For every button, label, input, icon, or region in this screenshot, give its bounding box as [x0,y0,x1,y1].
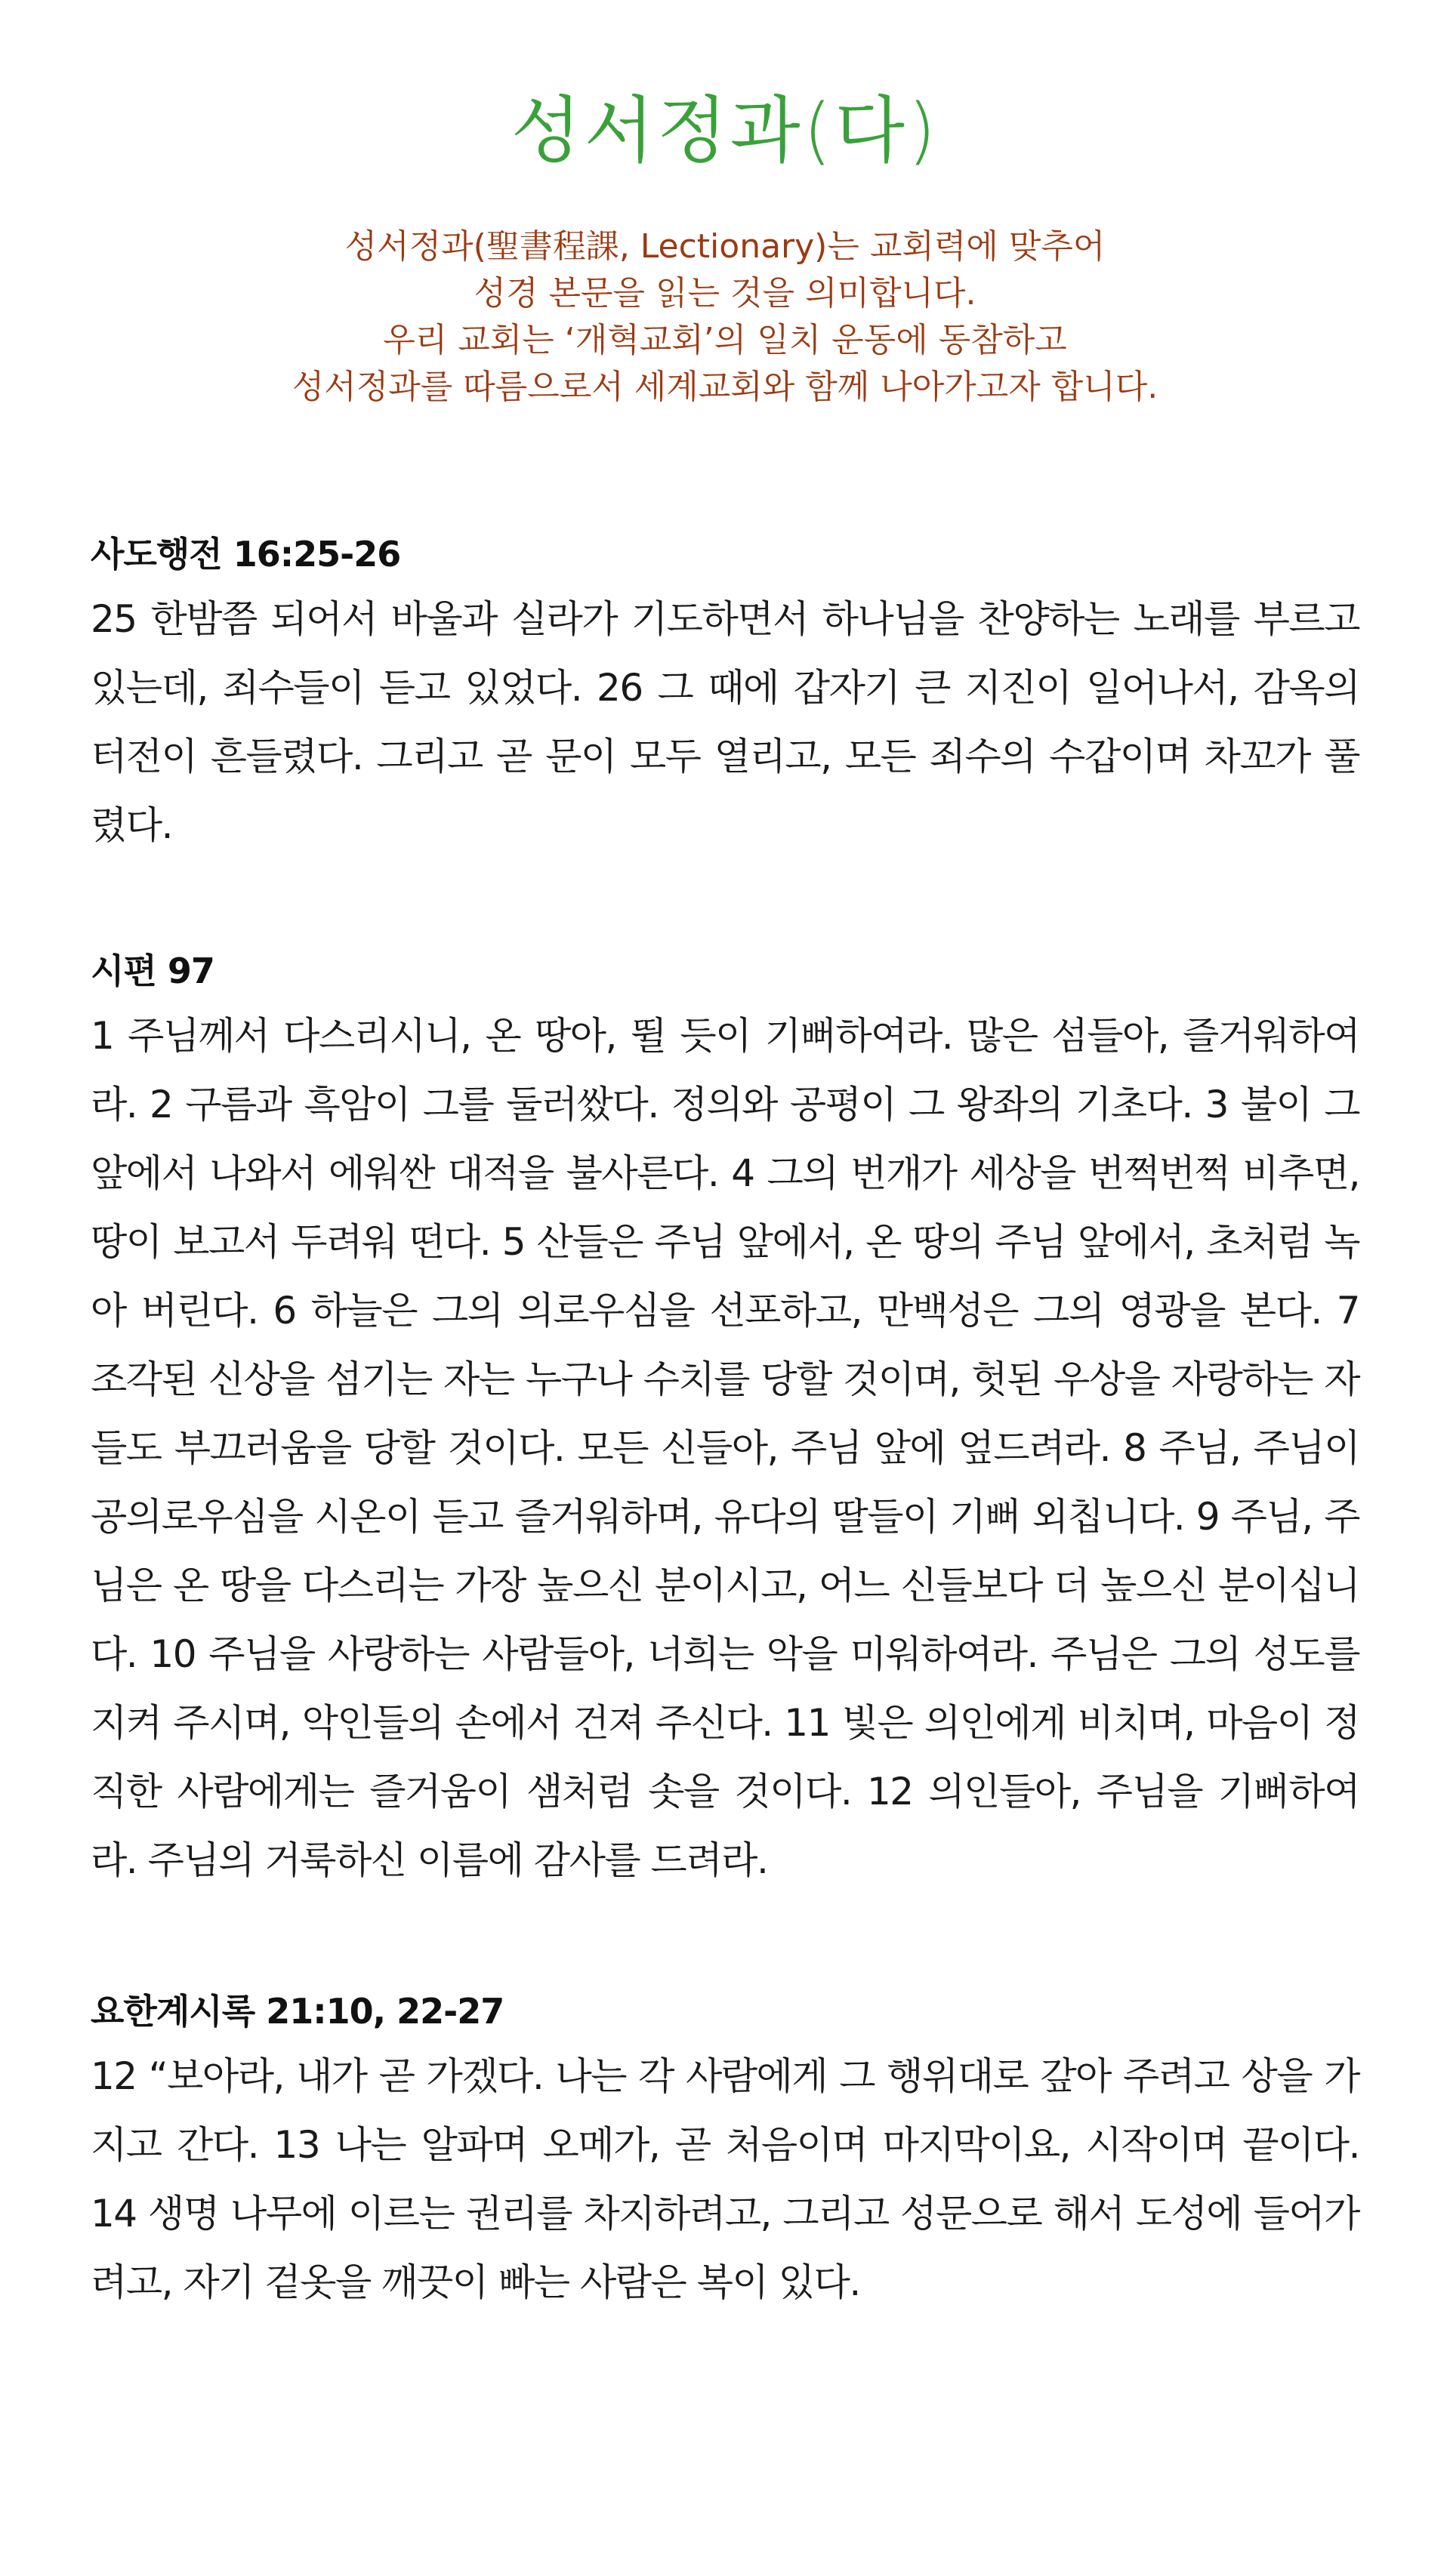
reading-reference: 시편 97 [91,951,214,991]
reading-reference: 사도행전 16:25-26 [91,534,401,575]
reading-reference: 요한계시록 21:10, 22-27 [91,1991,504,2032]
reading-psalm [91,943,1359,1895]
intro-line: 성경 본문을 읽는 것을 의미합니다. [474,274,976,313]
reading-text: 1 주님께서 다스리시니, 온 땅아, 뛸 듯이 기뻐하여라. 많은 섬들아, 즐거워하여라. 2 구름과 흑암이 그를 둘러쌌다. 정의와 공평이 그 왕좌의 기초다. 3 불이 그 앞에서 나와서 에워싼 대적을 불사른다. 4 그의 번개가 세상을 번쩍번쩍 비추면, 땅이 보고서 두려워 떤다. 5 산들은 주님 앞에서, 온 땅의 주님 앞에서, 초처럼 녹아 버린다. 6 하늘은 그의 의로우심을 선포하고, 만백성은 그의 영광을 본다. 7 조각된 신상을 섬기는 자는 누구나 수치를 당할 것이며, 헛된 우상을 자랑하는 자들도 부끄러움을 당할 것이다. 모든 신들아, 주님 앞에 엎드려라. 8 주님, 주님이 공의로우심을 시온이 듣고 즐거워하며, 유다의 딸들이 기뻐 외칩니다. 9 주님, 주님은 온 땅을 다스리는 가장 높으신 분이시고, 어느 신들보다 더 높으신 분이십니다. 10 주님을 사랑하는 사람들아, 너희는 악을 미워하여라. 주님은 그의 성도를 지켜 주시며, 악인들의 손에서 건져 주신다. 11 빛은 의인에게 비치며, 마음이 정직한 사람에게는 즐거움이 샘처럼 솟을 것이다. 12 의인들아, 주님을 기뻐하여라. 주님의 거룩하신 이름에 감사를 드려라. [91,1014,1359,1882]
page-title: 성서정과(다) [511,88,939,173]
intro-line: 우리 교회는 ‘개혁교회’의 일치 운동에 동참하고 [383,321,1067,359]
reading-text: 12 “보아라, 내가 곧 가겠다. 나는 각 사람에게 그 행위대로 갚아 주려고 상을 가지고 간다. 13 나는 알파며 오메가, 곧 처음이며 마지막이요, 시작이며 끝이다. 14 생명 나무에 이르는 권리를 차지하려고, 그리고 성문으로 해서 도성에 들어가려고, 자기 겉옷을 깨끗이 빠는 사람은 복이 있다. [91,2054,1359,2304]
reading-acts [91,526,1359,860]
intro-paragraph [121,223,1329,411]
reading-text: 25 한밤쯤 되어서 바울과 실라가 기도하면서 하나님을 찬양하는 노래를 부르고 있는데, 죄수들이 듣고 있었다. 26 그 때에 갑자기 큰 지진이 일어나서, 감옥의 터전이 흔들렸다. 그리고 곧 문이 모두 열리고, 모든 죄수의 수갑이며 차꼬가 풀렸다. [91,597,1359,847]
intro-line: 성서정과(聖書程課, Lectionary)는 교회력에 맞추어 [344,227,1106,266]
reading-revelation [91,1983,1359,2317]
intro-line: 성서정과를 따름으로서 세계교회와 함께 나아가고자 합니다. [292,368,1158,406]
